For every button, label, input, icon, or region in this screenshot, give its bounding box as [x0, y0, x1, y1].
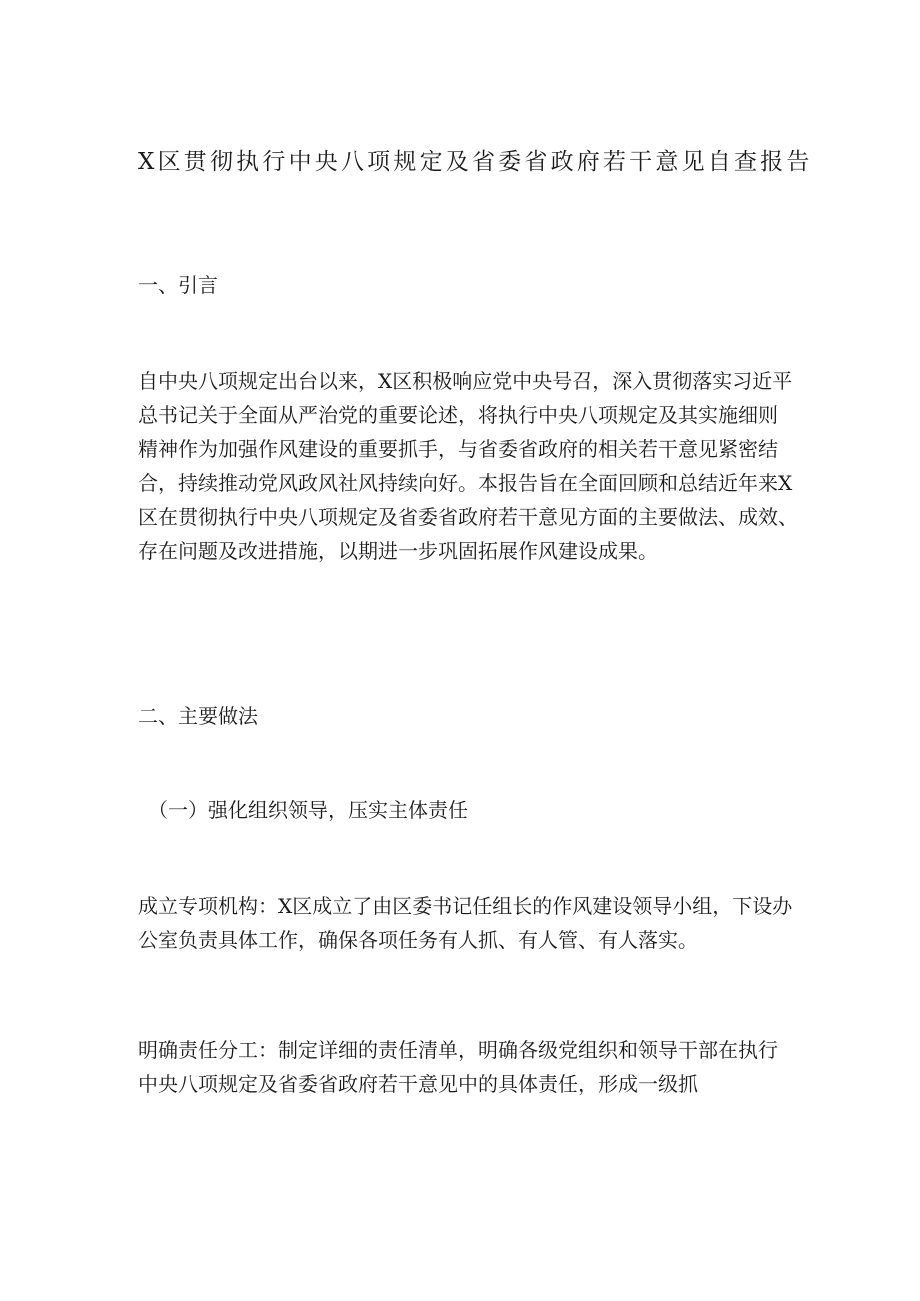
paragraph-line: 区在贯彻执行中央八项规定及省委省政府若干意见方面的主要做法、成效、 — [138, 505, 798, 529]
paragraph-line: 公室负责具体工作，确保各项任务有人抓、有人管、有人落实。 — [138, 928, 698, 952]
subsection-heading: （一）强化组织领导，压实主体责任 — [148, 798, 468, 822]
paragraph-line: 合，持续推动党风政风社风持续向好。本报告旨在全面回顾和总结近年来X — [138, 471, 793, 495]
paragraph-line: 成立专项机构：X区成立了由区委书记任组长的作风建设领导小组，下设办 — [138, 894, 793, 918]
paragraph-line: 自中央八项规定出台以来，X区积极响应党中央号召，深入贯彻落实习近平 — [138, 369, 793, 393]
section-heading-main-practices: 二、主要做法 — [138, 704, 258, 728]
paragraph-line: 存在问题及改进措施，以期进一步巩固拓展作风建设成果。 — [138, 539, 658, 563]
practice-paragraph-organization — [138, 889, 798, 957]
paragraph-line: 明确责任分工：制定详细的责任清单，明确各级党组织和领导干部在执行 — [138, 1038, 778, 1062]
section-heading-introduction: 一、引言 — [138, 273, 218, 297]
introduction-paragraph — [138, 364, 798, 568]
paragraph-line: 中央八项规定及省委省政府若干意见中的具体责任，形成一级抓 — [138, 1072, 698, 1096]
practice-paragraph-responsibility — [138, 1033, 798, 1101]
document-title: X区贯彻执行中央八项规定及省委省政府若干意见自查报告 — [138, 149, 813, 175]
paragraph-line: 精神作为加强作风建设的重要抓手，与省委省政府的相关若干意见紧密结 — [138, 437, 778, 461]
paragraph-line: 总书记关于全面从严治党的重要论述，将执行中央八项规定及其实施细则 — [138, 403, 778, 427]
